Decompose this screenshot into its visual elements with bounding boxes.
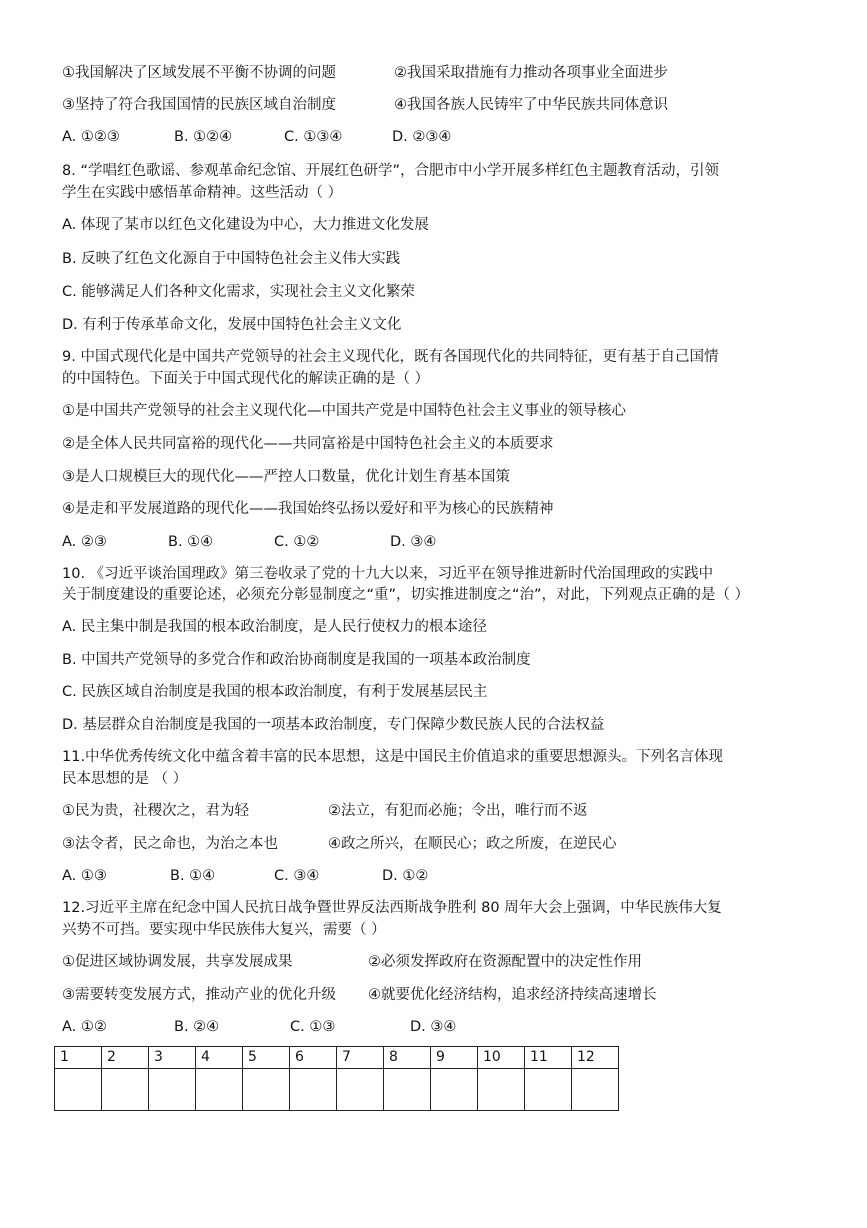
answer-cell-7[interactable] <box>337 1069 384 1111</box>
q8-option-b: B. 反映了红色文化源自于中国特色社会主义伟大实践 <box>62 251 401 267</box>
q9-option-b: B. ①④ <box>168 534 214 550</box>
answer-cell-8[interactable] <box>384 1069 431 1111</box>
q9-statement-1: ①是中国共产党领导的社会主义现代化—中国共产党是中国特色社会主义事业的领导核心 <box>62 403 626 419</box>
q11-statement-2: ②法立，有犯而必施；令出，唯行而不返 <box>328 803 588 819</box>
answer-number-12: 12 <box>572 1047 619 1069</box>
answer-cell-4[interactable] <box>196 1069 243 1111</box>
q7-statement-1: ①我国解决了区域发展不平衡不协调的问题 <box>62 65 336 81</box>
answer-cell-6[interactable] <box>290 1069 337 1111</box>
q9-option-d: D. ③④ <box>390 534 437 550</box>
answer-cell-1[interactable] <box>55 1069 102 1111</box>
q10-option-d: D. 基层群众自治制度是我国的一项基本政治制度，专门保障少数民族人民的合法权益 <box>62 717 605 733</box>
q12-option-a: A. ①② <box>62 1019 107 1035</box>
q7-option-c: C. ①③④ <box>284 129 343 145</box>
q8-stem-line-1: 8. “学唱红色歌谣、参观革命纪念馆、开展红色研学”，合肥市中小学开展多样红色主题教育活动，引领 <box>62 163 719 179</box>
q12-option-c: C. ①③ <box>290 1019 336 1035</box>
q12-statement-2: ②必须发挥政府在资源配置中的决定性作用 <box>368 954 642 970</box>
q12-option-d: D. ③④ <box>410 1019 457 1035</box>
answer-cell-3[interactable] <box>149 1069 196 1111</box>
q9-option-a: A. ②③ <box>62 534 107 550</box>
answer-number-8: 8 <box>384 1047 431 1069</box>
q11-stem-line-1: 11.中华优秀传统文化中蕴含着丰富的民本思想，这是中国民主价值追求的重要思想源头。下列名言体现 <box>62 749 724 765</box>
answer-cell-5[interactable] <box>243 1069 290 1111</box>
answer-cell-10[interactable] <box>478 1069 525 1111</box>
q7-option-d: D. ②③④ <box>392 129 452 145</box>
answer-number-7: 7 <box>337 1047 384 1069</box>
q11-stem-line-2: 民本思想的是 （ ） <box>62 771 188 787</box>
q12-stem-line-2: 兴势不可挡。要实现中华民族伟大复兴，需要（ ） <box>62 922 386 938</box>
answer-table <box>54 1046 619 1111</box>
q11-option-b: B. ①④ <box>170 868 216 884</box>
answer-cell-9[interactable] <box>431 1069 478 1111</box>
q10-option-a: A. 民主集中制是我国的根本政治制度，是人民行使权力的根本途径 <box>62 619 487 635</box>
q10-stem-line-2: 关于制度建设的重要论述，必须充分彰显制度之“重”，切实推进制度之“治”，对此，下列观点正确的是（ ） <box>62 587 750 603</box>
q7-statement-2: ②我国采取措施有力推动各项事业全面进步 <box>394 65 668 81</box>
q10-stem-line-1: 10. 《习近平谈治国理政》第三卷收录了党的十九大以来，习近平在领导推进新时代治国理政的实践中 <box>62 566 714 582</box>
q10-option-c: C. 民族区域自治制度是我国的根本政治制度，有利于发展基层民主 <box>62 684 488 700</box>
q12-statement-3: ③需要转变发展方式，推动产业的优化升级 <box>62 987 336 1003</box>
answer-cell-2[interactable] <box>102 1069 149 1111</box>
q11-statement-4: ④政之所兴，在顺民心；政之所废，在逆民心 <box>328 836 617 852</box>
q11-option-d: D. ①② <box>382 868 429 884</box>
q12-option-b: B. ②④ <box>174 1019 220 1035</box>
q9-statement-3: ③是人口规模巨大的现代化——严控人口数量，优化计划生育基本国策 <box>62 469 510 485</box>
q8-option-c: C. 能够满足人们各种文化需求，实现社会主义文化繁荣 <box>62 284 415 300</box>
q9-stem-line-2: 的中国特色。下面关于中国式现代化的解读正确的是（ ） <box>62 371 430 387</box>
q10-option-b: B. 中国共产党领导的多党合作和政治协商制度是我国的一项基本政治制度 <box>62 652 531 668</box>
answer-number-3: 3 <box>149 1047 196 1069</box>
q9-statement-4: ④是走和平发展道路的现代化——我国始终弘扬以爱好和平为核心的民族精神 <box>62 501 554 517</box>
q7-option-a: A. ①②③ <box>62 129 120 145</box>
q11-option-a: A. ①③ <box>62 868 107 884</box>
q7-option-b: B. ①②④ <box>174 129 233 145</box>
answer-cell-12[interactable] <box>572 1069 619 1111</box>
answer-number-11: 11 <box>525 1047 572 1069</box>
q11-statement-1: ①民为贵，社稷次之，君为轻 <box>62 803 249 819</box>
answer-table-blank-row <box>55 1069 619 1111</box>
answer-table-header-row <box>55 1047 619 1069</box>
q9-stem-line-1: 9. 中国式现代化是中国共产党领导的社会主义现代化，既有各国现代化的共同特征，更有基于自己国情 <box>62 349 719 365</box>
q9-statement-2: ②是全体人民共同富裕的现代化——共同富裕是中国特色社会主义的本质要求 <box>62 436 554 452</box>
answer-number-2: 2 <box>102 1047 149 1069</box>
q8-option-d: D. 有利于传承革命文化，发展中国特色社会主义文化 <box>62 317 402 333</box>
q12-stem-line-1: 12.习近平主席在纪念中国人民抗日战争暨世界反法西斯战争胜利 80 周年大会上强调，中华民族伟大复 <box>62 900 722 916</box>
q12-statement-4: ④就要优化经济结构，追求经济持续高速增长 <box>368 987 657 1003</box>
q12-statement-1: ①促进区域协调发展，共享发展成果 <box>62 954 293 970</box>
q9-option-c: C. ①② <box>274 534 320 550</box>
answer-number-1: 1 <box>55 1047 102 1069</box>
q8-option-a: A. 体现了某市以红色文化建设为中心，大力推进文化发展 <box>62 217 429 233</box>
answer-cell-11[interactable] <box>525 1069 572 1111</box>
q8-stem-line-2: 学生在实践中感悟革命精神。这些活动（ ） <box>62 185 343 201</box>
q7-statement-4: ④我国各族人民铸牢了中华民族共同体意识 <box>394 97 668 113</box>
q11-option-c: C. ③④ <box>274 868 320 884</box>
answer-number-10: 10 <box>478 1047 525 1069</box>
q7-statement-3: ③坚持了符合我国国情的民族区域自治制度 <box>62 97 336 113</box>
q11-statement-3: ③法令者，民之命也，为治之本也 <box>62 836 278 852</box>
answer-number-5: 5 <box>243 1047 290 1069</box>
answer-number-4: 4 <box>196 1047 243 1069</box>
answer-number-9: 9 <box>431 1047 478 1069</box>
answer-number-6: 6 <box>290 1047 337 1069</box>
